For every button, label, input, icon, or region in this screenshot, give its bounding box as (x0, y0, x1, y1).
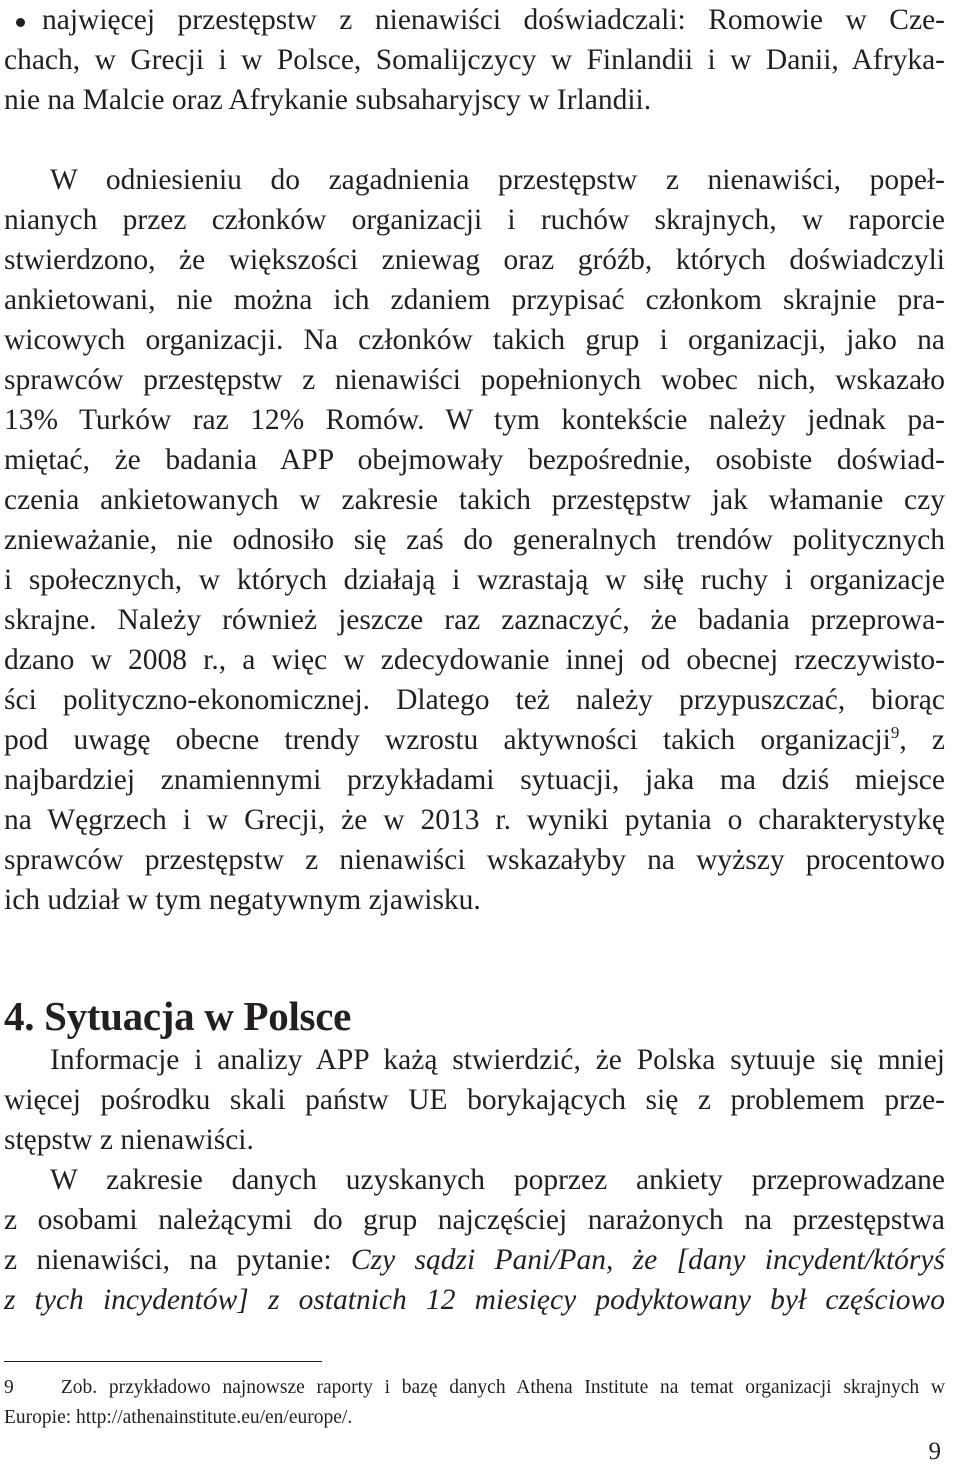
text-line: ści polityczno-ekonomicznej. Dlatego też należy przypuszczać, biorąc (4, 684, 945, 716)
text-line: najbardziej znamiennymi przykładami sytuacji, jaka ma dziś miejsce (4, 764, 945, 796)
page-number: 9 (928, 1438, 941, 1465)
text-line (4, 1240, 945, 1280)
text-line: Informacje i analizy APP każą stwierdzić, że Polska sytuuje się mniej (50, 1044, 945, 1076)
footnote-divider (4, 1361, 322, 1362)
text-line: czenia ankietowanych w zakresie takich przestępstw jak włamanie czy (4, 484, 945, 516)
bullet-icon (16, 18, 25, 27)
text-line: ich udział w tym negatywnym zjawisku. (4, 884, 481, 916)
text-span: pod uwagę obecne trendy wzrostu aktywności takich organizacji (4, 724, 891, 756)
text-span: z nienawiści, na pytanie: (4, 1244, 351, 1276)
text-line: na Węgrzech i w Grecji, że w 2013 r. wyniki pytania o charakterystykę (4, 804, 945, 836)
text-line: dzano w 2008 r., a więc w zdecydowanie innej od obecnej rzeczywisto- (4, 644, 945, 676)
italic-question: z tych incydentów] z ostatnich 12 miesięcy podyktowany był częściowo (4, 1284, 945, 1316)
text-line: nianych przez członków organizacji i ruchów skrajnych, w raporcie (4, 204, 945, 236)
text-line: stwierdzono, że większości zniewag oraz gróźb, których doświadczyli (4, 244, 945, 276)
footnote-line: Europie: http://athenainstitute.eu/en/europe/. (4, 1407, 353, 1428)
italic-question: Czy sądzi Pani/Pan, że [dany incydent/któryś (350, 1244, 945, 1276)
text-line: 13% Turków raz 12% Romów. W tym kontekście należy jednak pa- (4, 404, 945, 436)
section-heading: 4. Sytuacja w Polsce (4, 993, 352, 1039)
text-line: nie na Malcie oraz Afrykanie subsaharyjscy w Irlandii. (4, 84, 652, 116)
text-line: z osobami należącymi do grup najczęściej narażonych na przestępstwa (4, 1204, 945, 1236)
text-line: stępstw z nienawiści. (4, 1124, 254, 1156)
text-span: , z (899, 724, 946, 756)
text-line: znieważanie, nie odnosiło się zaś do generalnych trendów politycznych (4, 524, 945, 556)
text-line: więcej pośrodku skali państw UE borykających się z problemem prze- (4, 1084, 945, 1116)
footnote-reference: 9 (890, 723, 900, 743)
text-line: W odniesieniu do zagadnienia przestępstw z nienawiści, popeł- (50, 164, 945, 196)
text-line: najwięcej przestępstw z nienawiści doświadczali: Romowie w Cze- (42, 4, 945, 36)
text-line: skrajne. Należy również jeszcze raz zaznaczyć, że badania przeprowa- (4, 604, 945, 636)
text-line: sprawców przestępstw z nienawiści wskazałyby na wyższy procentowo (4, 844, 945, 876)
text-line: i społecznych, w których działają i wzrastają w siłę ruchy i organizacje (4, 564, 945, 596)
text-line (4, 720, 945, 760)
text-line: ankietowani, nie można ich zdaniem przypisać członkom skrajnie pra- (4, 284, 945, 316)
text-line: W zakresie danych uzyskanych poprzez ankiety przeprowadzane (50, 1164, 945, 1196)
text-line: sprawców przestępstw z nienawiści popełnionych wobec nich, wskazało (4, 364, 945, 396)
text-line: wicowych organizacji. Na członków takich grup i organizacji, jako na (4, 324, 945, 356)
text-line: miętać, że badania APP obejmowały bezpośrednie, osobiste doświad- (4, 444, 945, 476)
footnote-line: 9 Zob. przykładowo najnowsze raporty i bazę danych Athena Institute na temat organizacji skrajnych w (4, 1377, 945, 1398)
text-line: chach, w Grecji i w Polsce, Somalijczycy w Finlandii i w Danii, Afryka- (4, 44, 945, 76)
